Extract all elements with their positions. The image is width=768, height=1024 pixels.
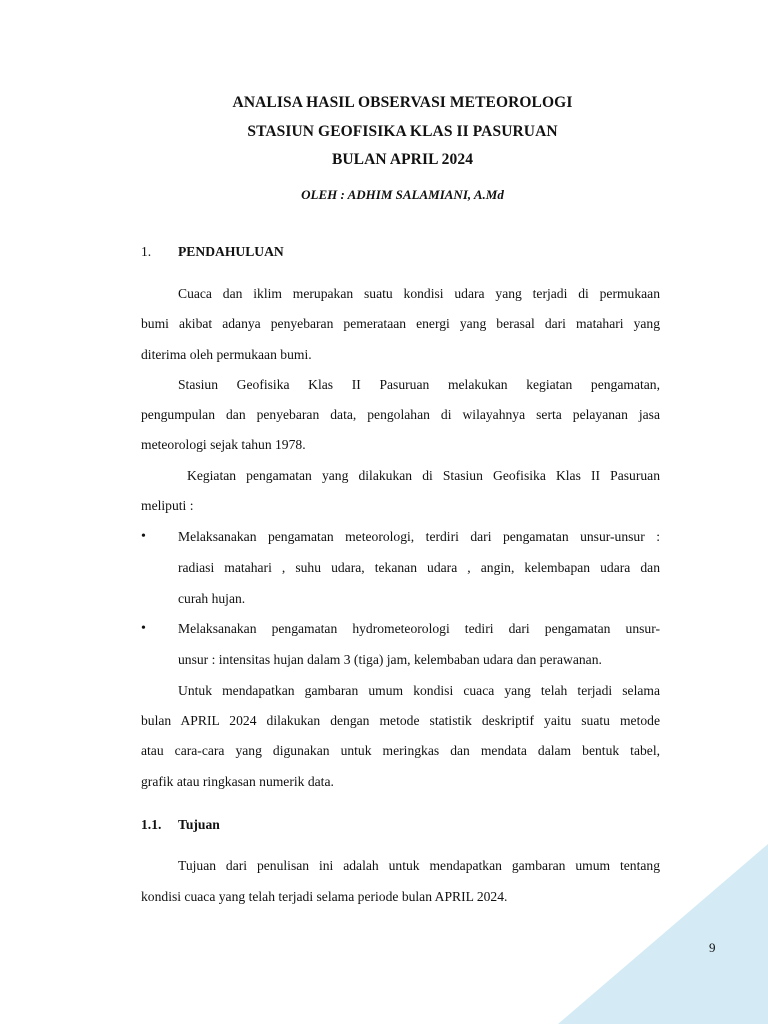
page-number: 9 xyxy=(709,940,716,955)
list-item-line: Melaksanakan pengamatan hydrometeorologi tediri dari pengamatan unsur- xyxy=(178,621,660,636)
section-number: 1. xyxy=(141,244,152,259)
paragraph-line: diterima oleh permukaan bumi. xyxy=(141,347,312,362)
paragraph-line: pengumpulan dan penyebaran data, pengolahan di wilayahnya serta pelayanan jasa xyxy=(141,407,660,422)
paragraph-line: Kegiatan pengamatan yang dilakukan di Stasiun Geofisika Klas II Pasuruan xyxy=(187,468,660,483)
bullet-point: • xyxy=(141,529,146,544)
document-title-line-3: BULAN APRIL 2024 xyxy=(331,151,474,168)
document-title-line-2: STASIUN GEOFISIKA KLAS II PASURUAN xyxy=(247,123,558,140)
paragraph-line: kondisi cuaca yang telah terjadi selama periode bulan APRIL 2024. xyxy=(141,889,508,904)
author-line: OLEH : ADHIM SALAMIANI, A.Md xyxy=(301,187,504,202)
paragraph-line: Untuk mendapatkan gambaran umum kondisi cuaca yang telah terjadi selama xyxy=(178,683,660,698)
section-heading: PENDAHULUAN xyxy=(178,244,284,259)
paragraph-line: atau cara-cara yang digunakan untuk meringkas dan mendata dalam bentuk tabel, xyxy=(141,743,660,758)
paragraph-line: bumi akibat adanya penyebaran pemerataan energi yang berasal dari matahari yang xyxy=(141,316,660,331)
list-item-line: Melaksanakan pengamatan meteorologi, terdiri dari pengamatan unsur-unsur : xyxy=(178,529,660,544)
subsection-number: 1.1. xyxy=(141,817,162,832)
paragraph-line: grafik atau ringkasan numerik data. xyxy=(141,774,334,789)
paragraph-line: Stasiun Geofisika Klas II Pasuruan melakukan kegiatan pengamatan, xyxy=(178,377,660,392)
bullet-point: • xyxy=(141,621,146,636)
paragraph-line: Cuaca dan iklim merupakan suatu kondisi udara yang terjadi di permukaan xyxy=(178,286,660,301)
subsection-heading: Tujuan xyxy=(178,817,220,832)
list-item-line: unsur : intensitas hujan dalam 3 (tiga) jam, kelembaban udara dan perawanan. xyxy=(178,652,602,667)
list-item-line: curah hujan. xyxy=(178,591,246,606)
paragraph-line: meliputi : xyxy=(141,498,194,513)
document-title-line-1: ANALISA HASIL OBSERVASI METEOROLOGI xyxy=(232,94,573,111)
paragraph-line: Tujuan dari penulisan ini adalah untuk mendapatkan gambaran umum tentang xyxy=(178,858,660,873)
paragraph-line: meteorologi sejak tahun 1978. xyxy=(141,437,306,452)
paragraph-line: bulan APRIL 2024 dilakukan dengan metode statistik deskriptif yaitu suatu metode xyxy=(141,713,660,728)
list-item-line: radiasi matahari , suhu udara, tekanan udara , angin, kelembapan udara dan xyxy=(178,560,660,575)
